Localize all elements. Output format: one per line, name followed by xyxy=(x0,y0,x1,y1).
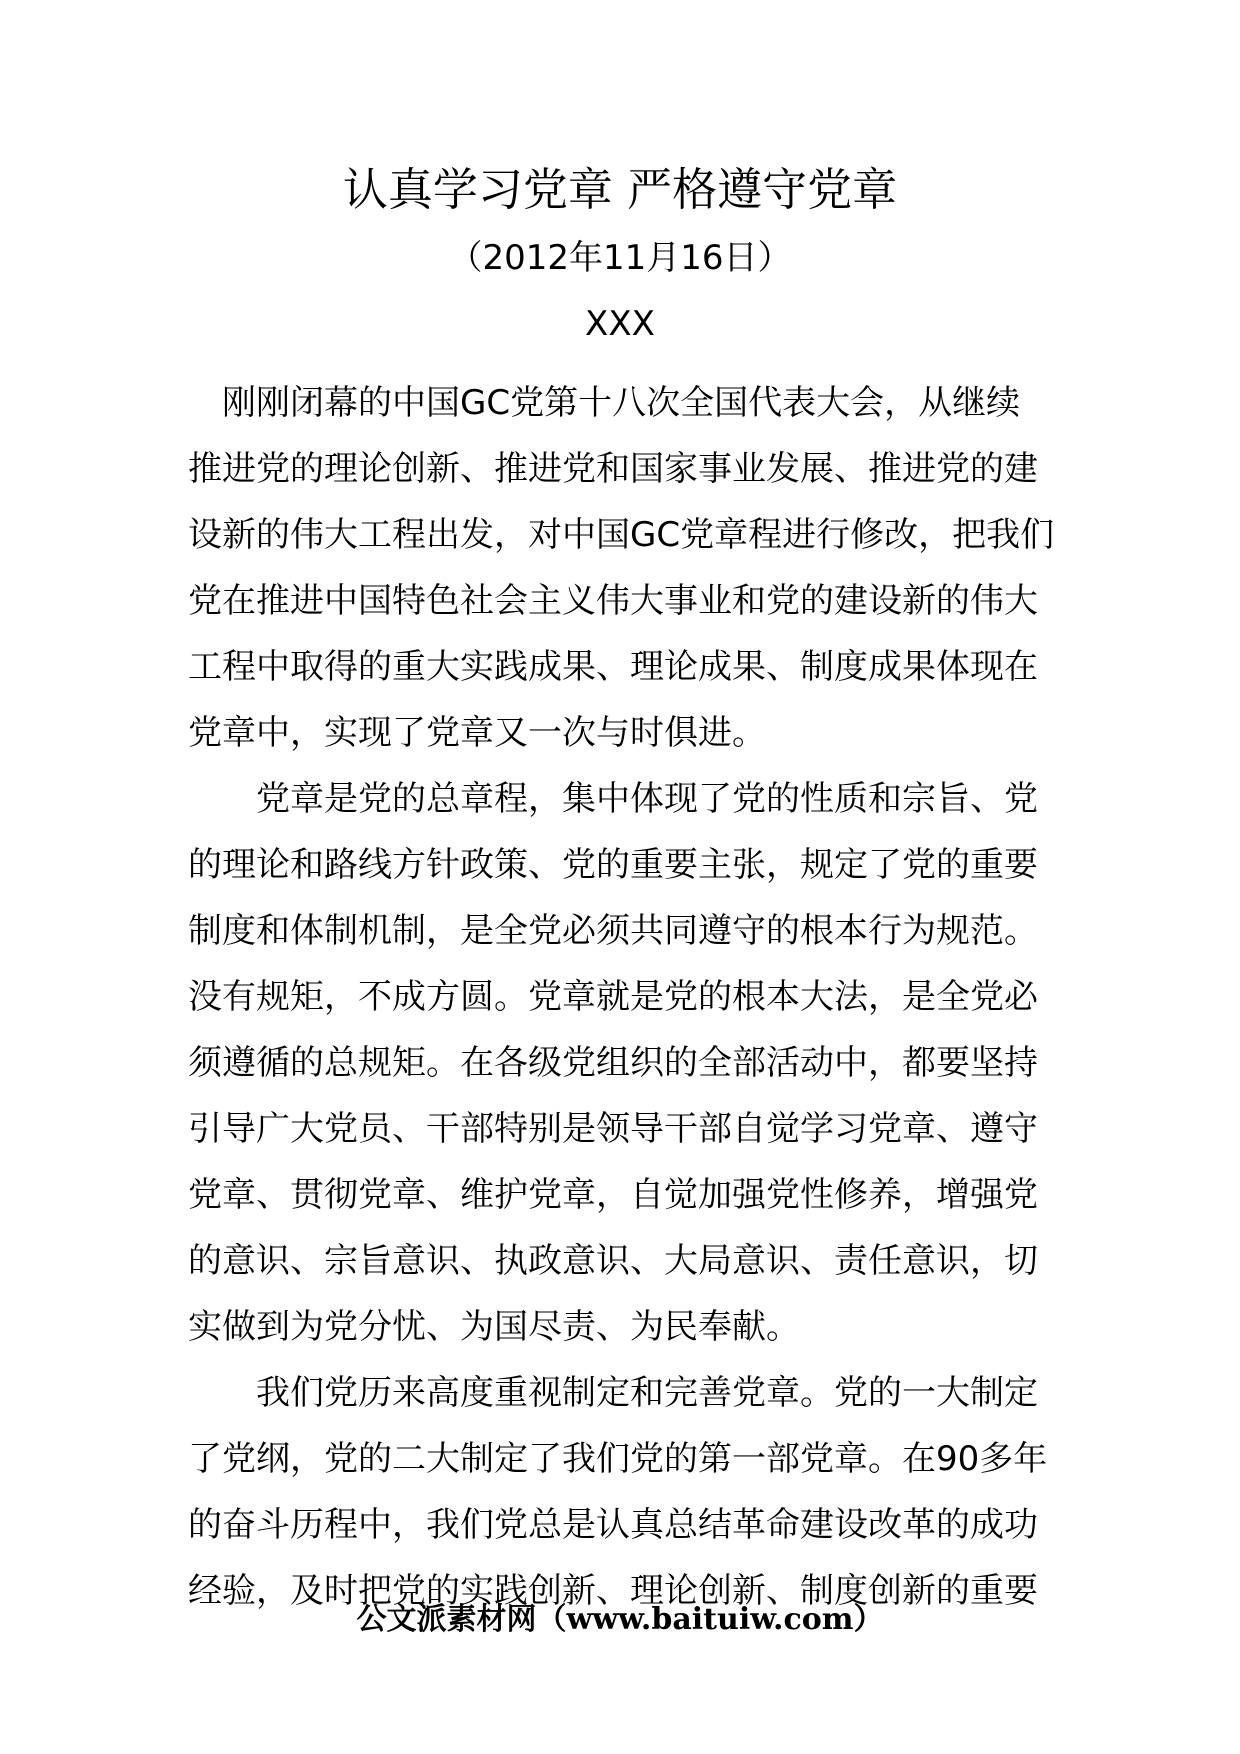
paragraph-3 xyxy=(188,1360,1058,1624)
paragraph-line: 的奋斗历程中，我们党总是认真总结革命建设改革的成功 xyxy=(188,1505,1038,1545)
paragraph-line: 刚刚闭幕的中国GC党第十八次全国代表大会，从继续 xyxy=(222,383,1021,423)
paragraph-2 xyxy=(188,766,1058,1360)
paragraph-line: 的理论和路线方针政策、党的重要主张，规定了党的重要 xyxy=(188,845,1038,885)
paragraph-line: 制度和体制机制，是全党必须共同遵守的根本行为规范。 xyxy=(188,911,1038,951)
document-date: （2012年11月16日） xyxy=(448,238,792,278)
paragraph-line: 我们党历来高度重视制定和完善党章。党的一大制定 xyxy=(256,1373,1038,1413)
paragraph-line: 党章、贯彻党章、维护党章，自觉加强党性修养，增强党 xyxy=(188,1175,1038,1215)
paragraph-line: 经验，及时把党的实践创新、理论创新、制度创新的重要 xyxy=(188,1571,1038,1611)
paragraph-line: 工程中取得的重大实践成果、理论成果、制度成果体现在 xyxy=(188,647,1038,687)
paragraph-line: 党章中，实现了党章又一次与时俱进。 xyxy=(188,713,766,753)
paragraph-line: 实做到为党分忧、为国尽责、为民奉献。 xyxy=(188,1307,800,1347)
footer-watermark: 公文派素材网（www.baituiw.com） xyxy=(356,1602,884,1637)
paragraph-line: 没有规矩，不成方圆。党章就是党的根本大法，是全党必 xyxy=(188,977,1038,1017)
document-body xyxy=(188,370,1058,1624)
paragraph-line: 了党纲，党的二大制定了我们党的第一部党章。在90多年 xyxy=(188,1439,1048,1479)
document-author: XXX xyxy=(585,304,655,344)
document-title: 认真学习党章 严格遵守党章 xyxy=(342,163,898,216)
paragraph-line: 党章是党的总章程，集中体现了党的性质和宗旨、党 xyxy=(256,779,1038,819)
paragraph-line: 须遵循的总规矩。在各级党组织的全部活动中，都要坚持 xyxy=(188,1043,1038,1083)
paragraph-line: 的意识、宗旨意识、执政意识、大局意识、责任意识，切 xyxy=(188,1241,1038,1281)
paragraph-1 xyxy=(188,370,1058,766)
paragraph-line: 设新的伟大工程出发，对中国GC党章程进行修改，把我们 xyxy=(188,515,1055,555)
paragraph-line: 引导广大党员、干部特别是领导干部自觉学习党章、遵守 xyxy=(188,1109,1038,1149)
paragraph-line: 党在推进中国特色社会主义伟大事业和党的建设新的伟大 xyxy=(188,581,1038,621)
paragraph-line: 推进党的理论创新、推进党和国家事业发展、推进党的建 xyxy=(188,449,1038,489)
